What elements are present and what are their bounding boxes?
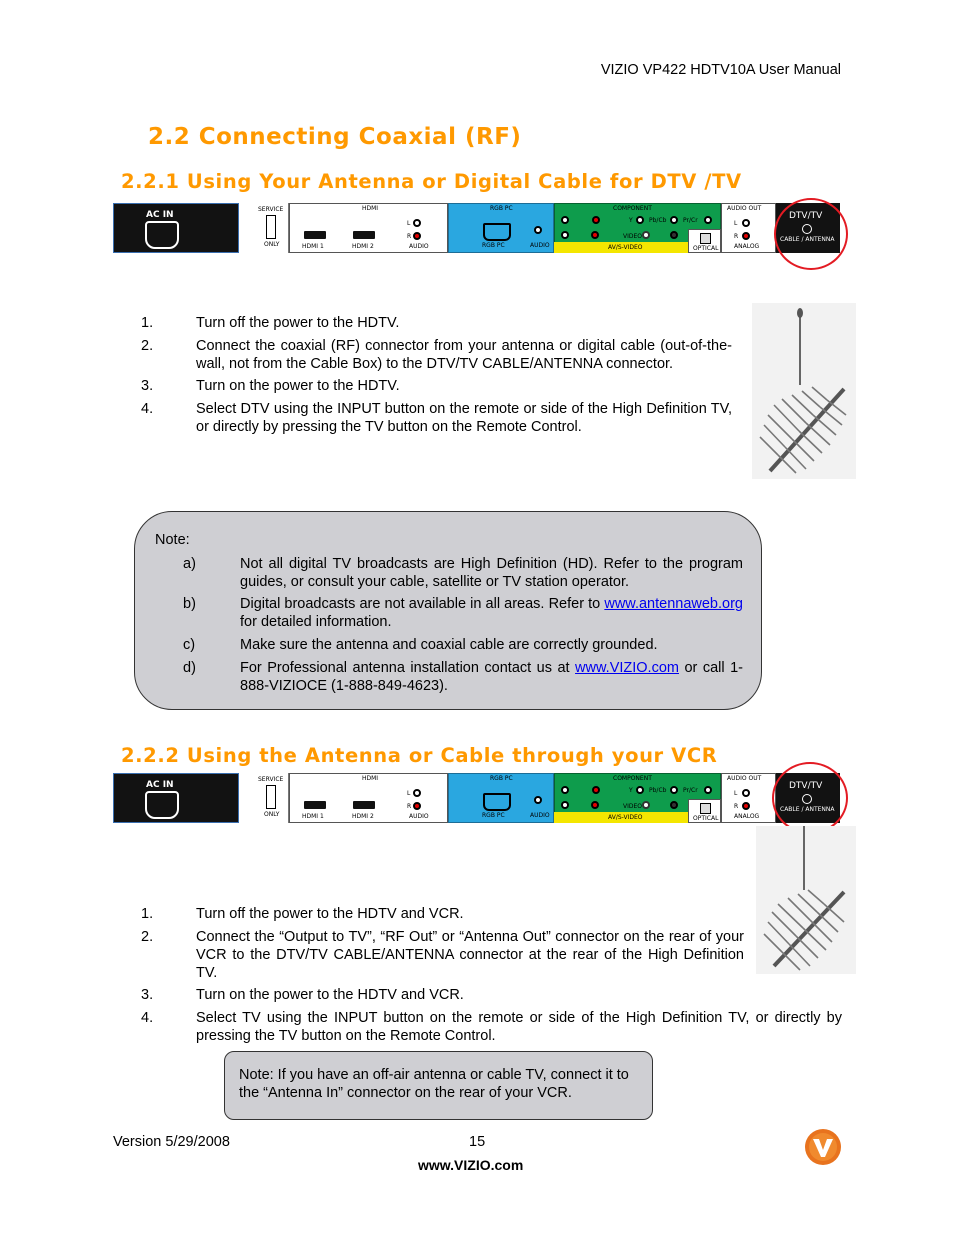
out-l-jack-icon <box>742 789 750 797</box>
cable-antenna-label: CABLE / ANTENNA <box>780 806 835 813</box>
hdmi-label: HDMI <box>362 775 379 782</box>
analog-label: ANALOG <box>734 813 760 820</box>
out-r-label: R <box>734 233 739 240</box>
only-label: ONLY <box>264 241 280 248</box>
pr-jack-icon <box>704 216 712 224</box>
r-label: R <box>407 233 412 240</box>
optical-port-icon <box>700 803 711 814</box>
optical-label: OPTICAL <box>693 245 719 252</box>
hdmi2-label: HDMI 2 <box>352 243 374 250</box>
rear-panel-diagram-1 <box>113 203 840 253</box>
only-label: ONLY <box>264 811 280 818</box>
step-text: Turn off the power to the HDTV and VCR. <box>196 906 464 922</box>
note-text-part: Digital broadcasts are not available in all areas. Refer to <box>240 596 605 612</box>
video-label: VIDEO <box>623 233 643 240</box>
note-letter: d) <box>183 660 196 676</box>
pr-jack-icon <box>704 786 712 794</box>
step-number: 2. <box>141 337 154 354</box>
note-item <box>183 555 743 591</box>
audio-out-label: AUDIO OUT <box>727 205 762 212</box>
l-label: L <box>407 220 411 227</box>
highlight-circle <box>772 762 848 834</box>
rgb-pc-block <box>448 203 554 253</box>
audio-r-jack-icon <box>413 232 421 240</box>
list-item <box>141 377 732 395</box>
hdmi-block <box>289 203 448 253</box>
audio-label: AUDIO <box>409 243 429 250</box>
usb-port-icon <box>266 215 276 239</box>
usb-port-icon <box>266 785 276 809</box>
av-svideo-bar <box>554 242 695 253</box>
ac-in-label: AC IN <box>146 210 174 220</box>
hdmi2-label: HDMI 2 <box>352 813 374 820</box>
list-item <box>141 314 732 332</box>
audio-l-jack-icon <box>413 789 421 797</box>
step-text: Turn off the power to the HDTV. <box>196 315 400 331</box>
note-item <box>183 636 743 654</box>
pr-label: Pr/Cr <box>683 217 698 224</box>
note-text: Make sure the antenna and coaxial cable are correctly grounded. <box>240 637 658 653</box>
component-label: COMPONENT <box>613 775 652 782</box>
note-letter: c) <box>183 637 196 653</box>
comp-r-jack-icon <box>592 786 600 794</box>
ac-in-block <box>113 773 239 823</box>
step-text: Turn on the power to the HDTV. <box>196 378 400 394</box>
out-r-label: R <box>734 803 739 810</box>
comp-l-jack-icon <box>561 786 569 794</box>
note-item <box>183 659 743 695</box>
audio-r-jack-icon <box>413 802 421 810</box>
pb-label: Pb/Cb <box>649 787 667 794</box>
pc-audio-label: AUDIO <box>530 242 550 249</box>
step-number: 1. <box>141 315 154 331</box>
note-box <box>134 511 762 710</box>
list-item <box>141 986 842 1004</box>
optical-port-icon <box>700 233 711 244</box>
y-label: Y <box>629 217 633 224</box>
av-svideo-label: AV/S-VIDEO <box>608 244 643 251</box>
hdmi2-port-icon <box>353 231 375 239</box>
step-number: 1. <box>141 906 154 922</box>
ac-in-block <box>113 203 239 253</box>
rgb-pc-block <box>448 773 554 823</box>
component-label: COMPONENT <box>613 205 652 212</box>
svideo-jack-icon <box>670 231 678 239</box>
service-block <box>239 203 289 253</box>
subsection-title-1: 2.2.1 Using Your Antenna or Digital Cable for DTV /TV <box>121 170 742 193</box>
av-svideo-bar <box>554 812 695 823</box>
vga-port-icon <box>483 793 511 811</box>
pc-audio-label: AUDIO <box>530 812 550 819</box>
hdmi2-port-icon <box>353 801 375 809</box>
power-socket-icon <box>145 221 179 249</box>
note-text-part: for detailed information. <box>240 614 392 630</box>
note-letter: a) <box>183 556 196 572</box>
audio-label: AUDIO <box>409 813 429 820</box>
y-jack-icon <box>636 216 644 224</box>
note-text: Not all digital TV broadcasts are High Definition (HD). Refer to the program guides, or consult your cable, satellite or TV station operator. <box>240 556 743 590</box>
rgb-pc-sub-label: RGB PC <box>482 812 505 819</box>
note-text <box>240 659 743 695</box>
av-r-jack-icon <box>591 801 599 809</box>
note-text <box>240 595 743 631</box>
list-item <box>141 905 842 923</box>
out-r-jack-icon <box>742 802 750 810</box>
audio-out-label: AUDIO OUT <box>727 775 762 782</box>
comp-r-jack-icon <box>592 216 600 224</box>
av-l-jack-icon <box>561 801 569 809</box>
step-text: Select DTV using the INPUT button on the remote or side of the High Definition TV, or directly by pressing the TV button on the Remote Control. <box>196 400 732 435</box>
step-text: Connect the “Output to TV”, “RF Out” or “Antenna Out” connector on the rear of your VCR to the DTV/TV CABLE/ANTENNA connector at the rear of the High Definition TV. <box>196 928 744 981</box>
service-label: SERVICE <box>258 206 284 213</box>
av-l-jack-icon <box>561 231 569 239</box>
vizio-logo-icon <box>804 1128 842 1166</box>
cable-antenna-label: CABLE / ANTENNA <box>780 236 835 243</box>
l-label: L <box>407 790 411 797</box>
hdmi1-label: HDMI 1 <box>302 813 324 820</box>
step-text: Turn on the power to the HDTV and VCR. <box>196 987 464 1003</box>
rgb-pc-label: RGB PC <box>490 775 513 782</box>
rgb-pc-label: RGB PC <box>490 205 513 212</box>
website-label: www.VIZIO.com <box>418 1157 524 1173</box>
optical-block <box>688 799 721 823</box>
hdmi-block <box>289 773 448 823</box>
step-number: 4. <box>141 400 154 417</box>
pb-jack-icon <box>670 216 678 224</box>
ac-in-label: AC IN <box>146 780 174 790</box>
list-item <box>141 337 732 373</box>
out-l-label: L <box>734 220 738 227</box>
version-label: Version 5/29/2008 <box>113 1134 230 1150</box>
y-jack-icon <box>636 786 644 794</box>
video-jack-icon <box>642 801 650 809</box>
page-number: 15 <box>469 1134 486 1150</box>
r-label: R <box>407 803 412 810</box>
service-label: SERVICE <box>258 776 284 783</box>
out-r-jack-icon <box>742 232 750 240</box>
hdmi-label: HDMI <box>362 205 379 212</box>
video-label: VIDEO <box>623 803 643 810</box>
hdmi1-port-icon <box>304 801 326 809</box>
steps-list-1 <box>141 314 732 440</box>
out-l-jack-icon <box>742 219 750 227</box>
note-text-part: or call 1-888-VIZIOCE (1-888-849-4623). <box>240 660 743 694</box>
vga-port-icon <box>483 223 511 241</box>
list-item <box>141 928 744 982</box>
analog-label: ANALOG <box>734 243 760 250</box>
y-label: Y <box>629 787 633 794</box>
av-r-jack-icon <box>591 231 599 239</box>
list-item <box>141 1009 842 1045</box>
note-title: Note: <box>155 532 190 548</box>
audio-l-jack-icon <box>413 219 421 227</box>
service-block <box>239 773 289 823</box>
highlight-circle <box>774 198 848 270</box>
section-title: 2.2 Connecting Coaxial (RF) <box>148 124 522 150</box>
rear-panel-diagram-2 <box>113 773 840 823</box>
step-number: 3. <box>141 987 154 1003</box>
svideo-jack-icon <box>670 801 678 809</box>
hdmi1-label: HDMI 1 <box>302 243 324 250</box>
step-text: Connect the coaxial (RF) connector from your antenna or digital cable (out-of-the-wall, not from the Cable Box) to the DTV/TV CABLE/ANTENNA connector. <box>196 337 732 372</box>
antenna-illustration <box>752 303 856 479</box>
steps-list-2 <box>141 905 842 1049</box>
note-letter: b) <box>183 596 196 612</box>
note-text-part: For Professional antenna installation contact us at <box>240 660 576 676</box>
step-number: 3. <box>141 378 154 394</box>
step-number: 4. <box>141 1009 154 1026</box>
pb-label: Pb/Cb <box>649 217 667 224</box>
vcr-note-box: Note: If you have an off-air antenna or cable TV, connect it to the “Antenna In” connector on the rear of your VCR. <box>224 1051 653 1120</box>
audio-out-block <box>721 773 776 823</box>
out-l-label: L <box>734 790 738 797</box>
dtv-tv-label: DTV/TV <box>789 781 823 791</box>
dtv-tv-label: DTV/TV <box>789 211 823 221</box>
manual-title: VIZIO VP422 HDTV10A User Manual <box>600 62 841 78</box>
antennaweb-link[interactable]: www.antennaweb.org <box>604 596 743 612</box>
hdmi1-port-icon <box>304 231 326 239</box>
pr-label: Pr/Cr <box>683 787 698 794</box>
audio-out-block <box>721 203 776 253</box>
vizio-link[interactable]: www.VIZIO.com <box>575 660 679 676</box>
optical-block <box>688 229 721 253</box>
step-text: Select TV using the INPUT button on the remote or side of the High Definition TV, or directly by pressing the TV button on the Remote Control. <box>196 1009 842 1044</box>
pb-jack-icon <box>670 786 678 794</box>
video-jack-icon <box>642 231 650 239</box>
pc-audio-jack-icon <box>534 796 542 804</box>
note-item <box>183 595 743 631</box>
rgb-pc-sub-label: RGB PC <box>482 242 505 249</box>
list-item <box>141 400 732 436</box>
step-number: 2. <box>141 928 154 945</box>
optical-label: OPTICAL <box>693 815 719 822</box>
subsection-title-2: 2.2.2 Using the Antenna or Cable through your VCR <box>121 744 718 767</box>
av-svideo-label: AV/S-VIDEO <box>608 814 643 821</box>
comp-l-jack-icon <box>561 216 569 224</box>
pc-audio-jack-icon <box>534 226 542 234</box>
power-socket-icon <box>145 791 179 819</box>
